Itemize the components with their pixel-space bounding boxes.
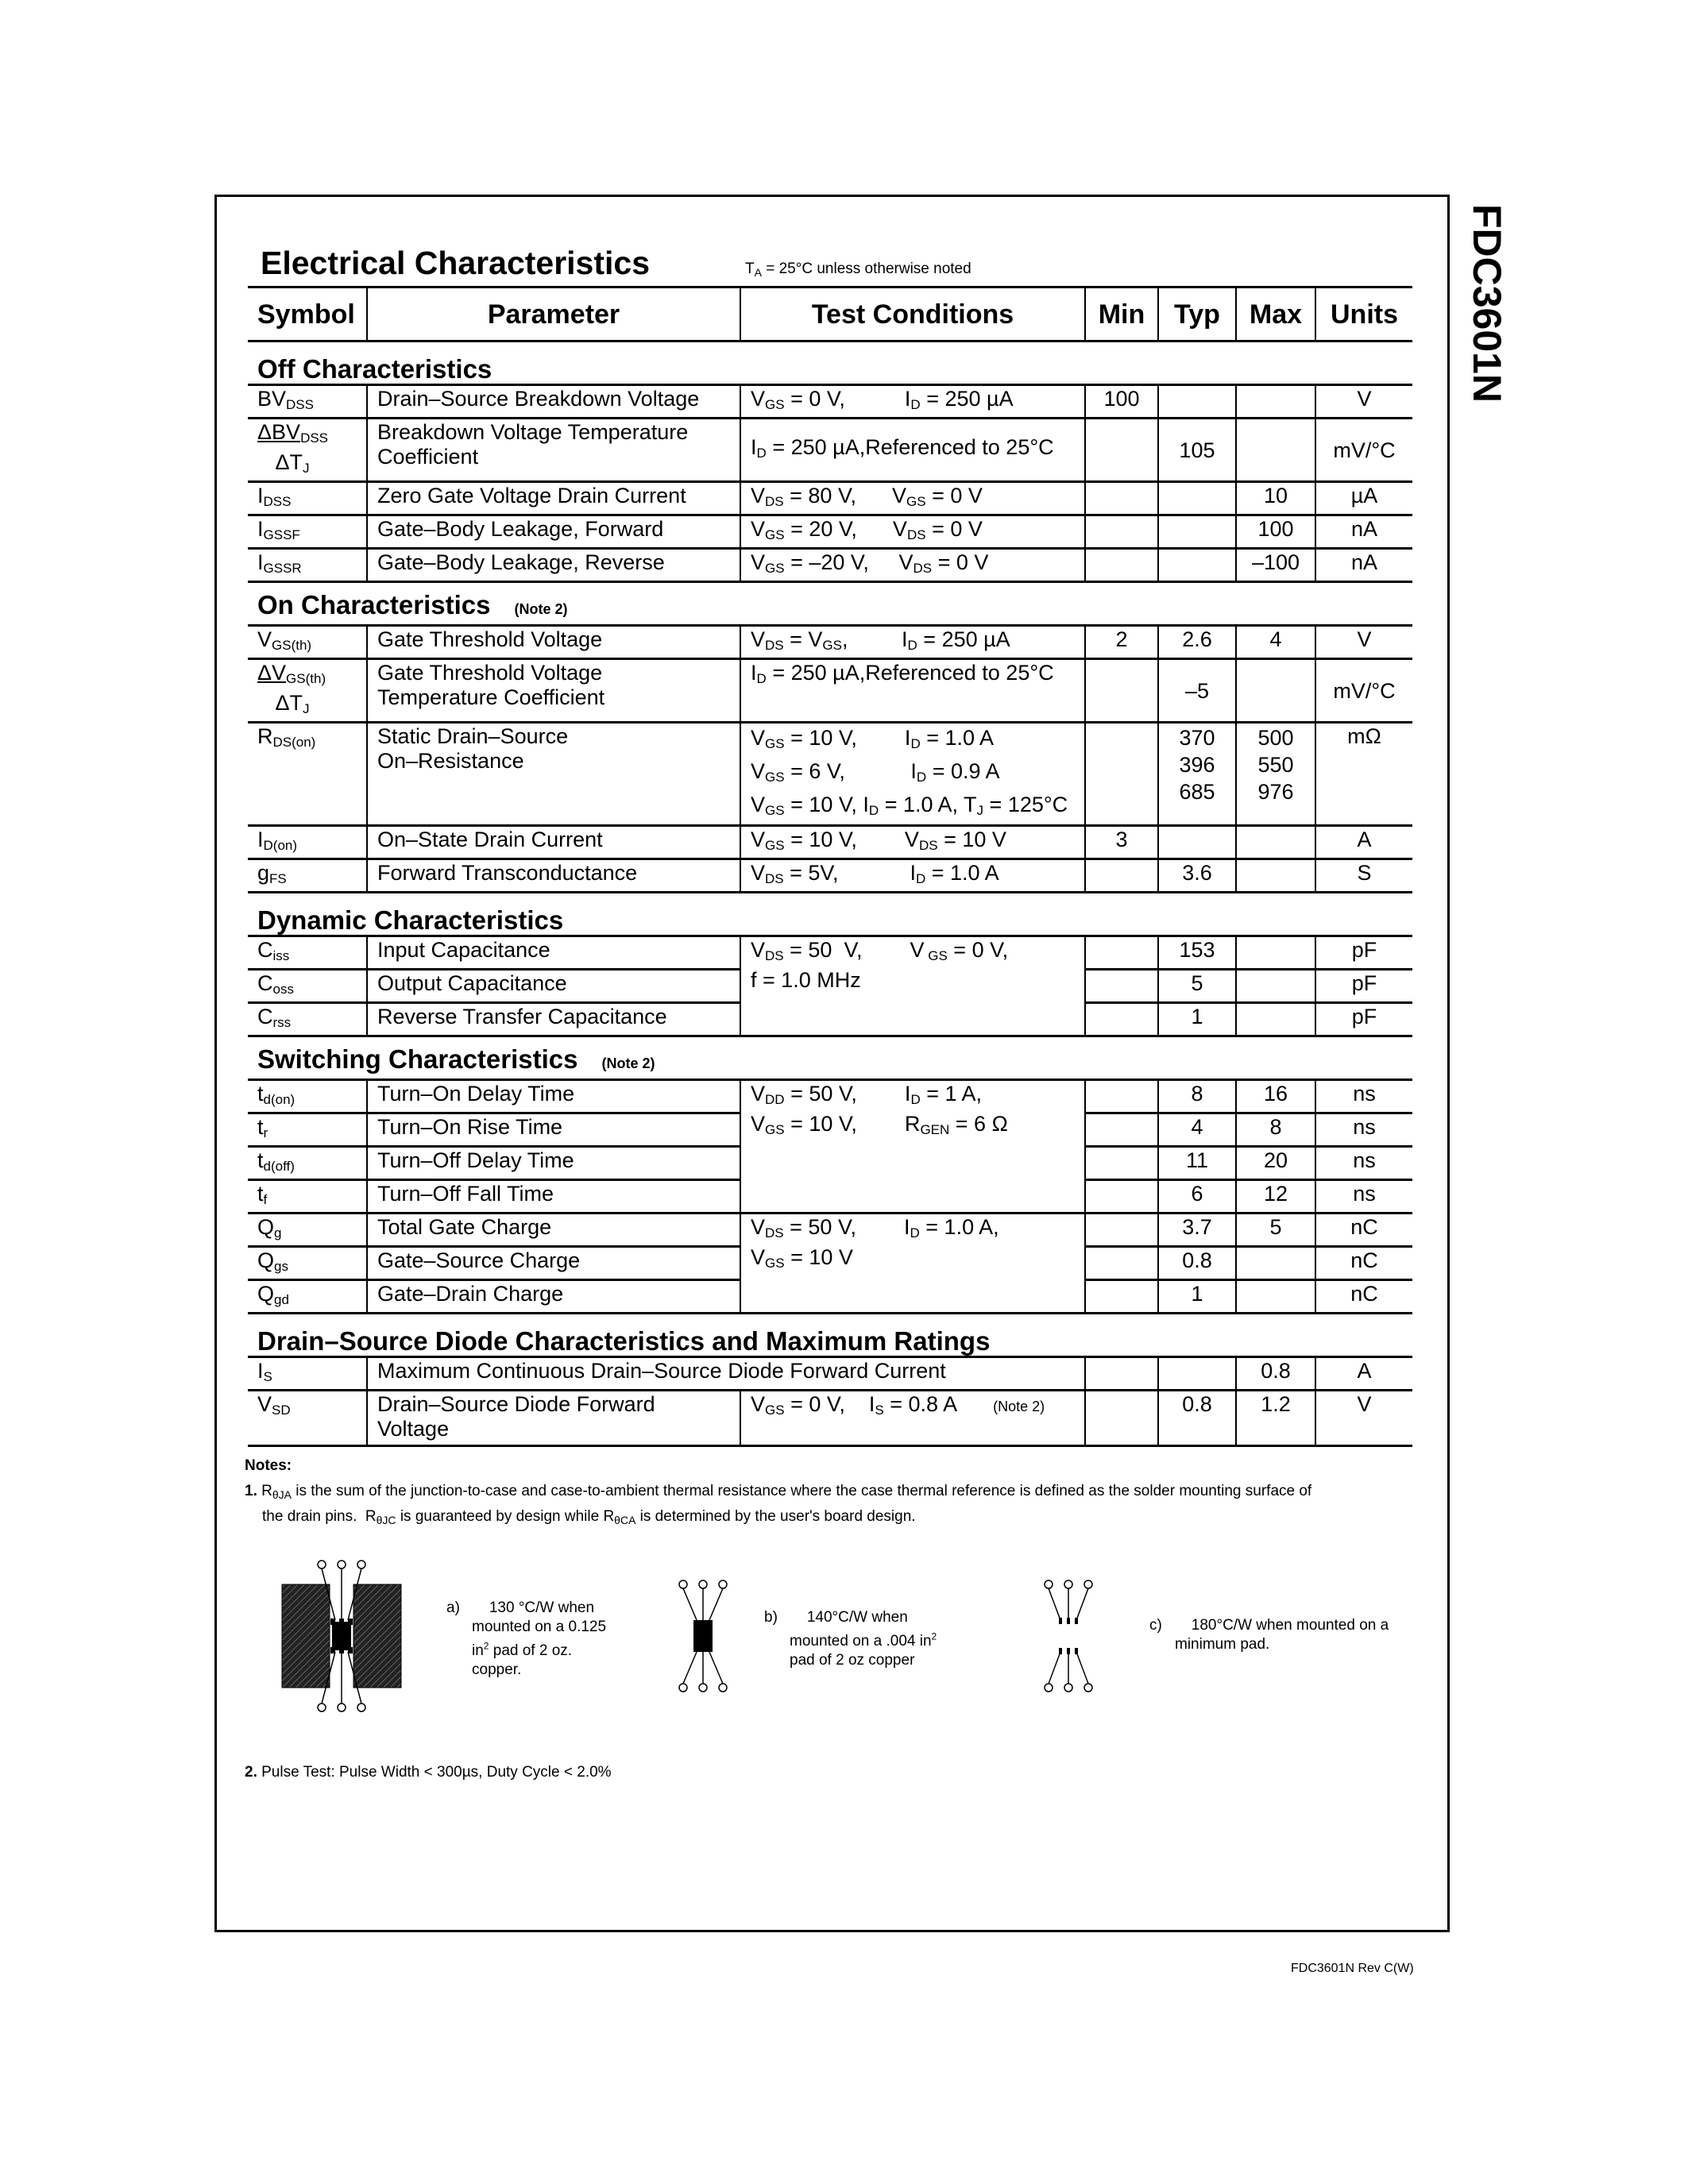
table-row: $Q_g$ Total Gate Charge $V_{DS} = 50$ V, $I_D = 1.0$ A, $V_{GS} = 10$ V 3.7 5 nC (248, 1214, 1412, 1247)
table-row: $V_{GS(th)}$ Gate Threshold Voltage $V_{DS} = V_{GS}$, $I_D = 250$ µA 2 2.6 4 V (248, 626, 1412, 659)
table-row: $\Delta V_{GS(th)}$ $\Delta T_J$ Gate Threshold Voltage Temperature Coefficient $I_D = 250$ µA,Referenced to 25°C –5 mV/°C (248, 659, 1412, 723)
symbol-cell: $t_r$ (248, 1113, 367, 1147)
symbol-cell: $Q_{gd}$ (248, 1280, 367, 1314)
note-1: 1. $R_{\theta JA}$ is the sum of the junction-to-case and case-to-ambient thermal resistance where the case thermal reference is defined as the solder mounting surface of (245, 1483, 1312, 1501)
col-units: Units (1315, 287, 1412, 341)
section-heading: Electrical Characteristics (261, 245, 650, 281)
footprint-small-pad-figure (671, 1576, 735, 1696)
table-row: $\Delta BV_{DSS}$ $\Delta T_J$ Breakdown Voltage Temperature Coefficient $I_D = 250$ µA,Referenced to 25°C 105 mV/°C (248, 419, 1412, 482)
col-parameter: Parameter (367, 287, 740, 341)
symbol-cell: $BV_{DSS}$ (248, 385, 367, 419)
footer-revision: FDC3601N Rev C(W) (1291, 1962, 1414, 1975)
notes-title: Notes: (245, 1457, 292, 1474)
table-header-row (248, 287, 1412, 341)
section-off: Off Characteristics (248, 341, 1412, 385)
symbol-cell: $R_{DS(on)}$ (248, 723, 367, 826)
col-typ: Typ (1158, 287, 1236, 341)
table-row: $C_{rss}$ Reverse Transfer Capacitance 1 pF (248, 1003, 1412, 1036)
footprint-minimum-pad-figure (1037, 1576, 1100, 1696)
table-row: $I_{D(on)}$ On–State Drain Current $V_{GS} = 10$ V, $V_{DS} = 10$ V 3 A (248, 826, 1412, 859)
col-min: Min (1085, 287, 1158, 341)
notes-section (245, 1455, 1420, 1531)
symbol-cell: $C_{iss}$ (248, 936, 367, 970)
table-row: $V_{SD}$ Drain–Source Diode Forward Voltage $V_{GS} = 0$ V, $I_S = 0.8$ A (Note 2) 0.8 1.2 V (248, 1391, 1412, 1446)
section-on: On Characteristics (Note 2) (248, 582, 1412, 626)
section-dynamic: Dynamic Characteristics (248, 893, 1412, 936)
symbol-cell: $t_f$ (248, 1180, 367, 1214)
note-1-cont: the drain pins. $R_{\theta JC}$ is guaranteed by design while $R_{\theta CA}$ is determined by the user's board design. (262, 1508, 916, 1526)
symbol-cell: $\Delta V_{GS(th)}$ $\Delta T_J$ (248, 659, 367, 723)
table-row: $I_{GSSF}$ Gate–Body Leakage, Forward $V_{GS} = 20$ V, $V_{DS} = 0$ V 100 nA (248, 515, 1412, 549)
figure-a-caption: a) 130 °C/W when mounted on a 0.125 $in^2$ pad of 2 oz. copper. (446, 1599, 607, 1679)
symbol-cell: $I_{GSSR}$ (248, 549, 367, 582)
table-row: $BV_{DSS}$ Drain–Source Breakdown Voltage $V_{GS} = 0$ V, $I_D = 250$ µA 100 V (248, 385, 1412, 419)
symbol-cell: $g_{FS}$ (248, 859, 367, 893)
section-switching: Switching Characteristics (Note 2) (248, 1036, 1412, 1080)
note-2: 2. Pulse Test: Pulse Width < 300µs, Duty Cycle < 2.0% (245, 1764, 612, 1781)
symbol-cell: $I_{GSSF}$ (248, 515, 367, 549)
symbol-cell: $t_{d(off)}$ (248, 1147, 367, 1180)
col-test-conditions: Test Conditions (740, 287, 1085, 341)
symbol-cell: $C_{rss}$ (248, 1003, 367, 1036)
col-max: Max (1236, 287, 1315, 341)
figure-b-caption: b) 140°C/W when mounted on a .004 $in^2$ pad of 2 oz copper (764, 1609, 937, 1669)
part-number-vertical: FDC3601N (1465, 203, 1509, 403)
table-row: $I_{GSSR}$ Gate–Body Leakage, Reverse $V_{GS} = -20$ V, $V_{DS} = 0$ V –100 nA (248, 549, 1412, 582)
heading-condition-note: $T_A = 25^\circ C$ unless otherwise noted (745, 260, 971, 279)
symbol-cell: $V_{GS(th)}$ (248, 626, 367, 659)
col-symbol: Symbol (248, 287, 367, 341)
symbol-cell: $V_{SD}$ (248, 1391, 367, 1446)
symbol-cell: $Q_{gs}$ (248, 1247, 367, 1280)
symbol-cell: $I_S$ (248, 1357, 367, 1391)
footprint-large-pad-figure (278, 1557, 405, 1715)
symbol-cell: $\Delta BV_{DSS}$ $\Delta T_J$ (248, 419, 367, 482)
table-row: $C_{iss}$ Input Capacitance $V_{DS} = 50$ V, V $_{GS}$ = 0 V, f = 1.0 MHz 153 pF (248, 936, 1412, 970)
symbol-cell: $C_{oss}$ (248, 970, 367, 1003)
table-row: $t_f$ Turn–Off Fall Time 6 12 ns (248, 1180, 1412, 1214)
table-row: $t_{d(on)}$ Turn–On Delay Time $V_{DD} = 50$ V, $I_D = 1$ A, $V_{GS} = 10$ V, $R_{GEN} = 6$ Ω 8 16 ns (248, 1080, 1412, 1113)
electrical-characteristics-table (248, 286, 1412, 1447)
table-row: $t_{d(off)}$ Turn–Off Delay Time 11 20 ns (248, 1147, 1412, 1180)
figure-c-caption: c) 180°C/W when mounted on a minimum pad. (1149, 1617, 1389, 1653)
table-row: $R_{DS(on)}$ Static Drain–Source On–Resistance $V_{GS} = 10$ V, $I_D = 1.0$ A $V_{GS} = 6$ V, $I_D = 0.9$ A $V_{GS} = 10$ V, $I_D = 1.0$ A, $T_J = 125^\circ C$ 370 396 685 500 550 976 mΩ (248, 723, 1412, 826)
table-row: $I_{DSS}$ Zero Gate Voltage Drain Current $V_{DS} = 80$ V, $V_{GS} = 0$ V 10 µA (248, 482, 1412, 515)
section-diode: Drain–Source Diode Characteristics and Maximum Ratings (248, 1314, 1412, 1357)
table-row: $I_S$ Maximum Continuous Drain–Source Diode Forward Current 0.8 A (248, 1357, 1412, 1391)
symbol-cell: $Q_g$ (248, 1214, 367, 1247)
table-row: $Q_{gs}$ Gate–Source Charge 0.8 nC (248, 1247, 1412, 1280)
symbol-cell: $t_{d(on)}$ (248, 1080, 367, 1113)
symbol-cell: $I_{DSS}$ (248, 482, 367, 515)
table-row: $t_r$ Turn–On Rise Time 4 8 ns (248, 1113, 1412, 1147)
table-row: $g_{FS}$ Forward Transconductance $V_{DS} = 5V$, $I_D = 1.0$ A 3.6 S (248, 859, 1412, 893)
table-row: $C_{oss}$ Output Capacitance 5 pF (248, 970, 1412, 1003)
symbol-cell: $I_{D(on)}$ (248, 826, 367, 859)
table-row: $Q_{gd}$ Gate–Drain Charge 1 nC (248, 1280, 1412, 1314)
